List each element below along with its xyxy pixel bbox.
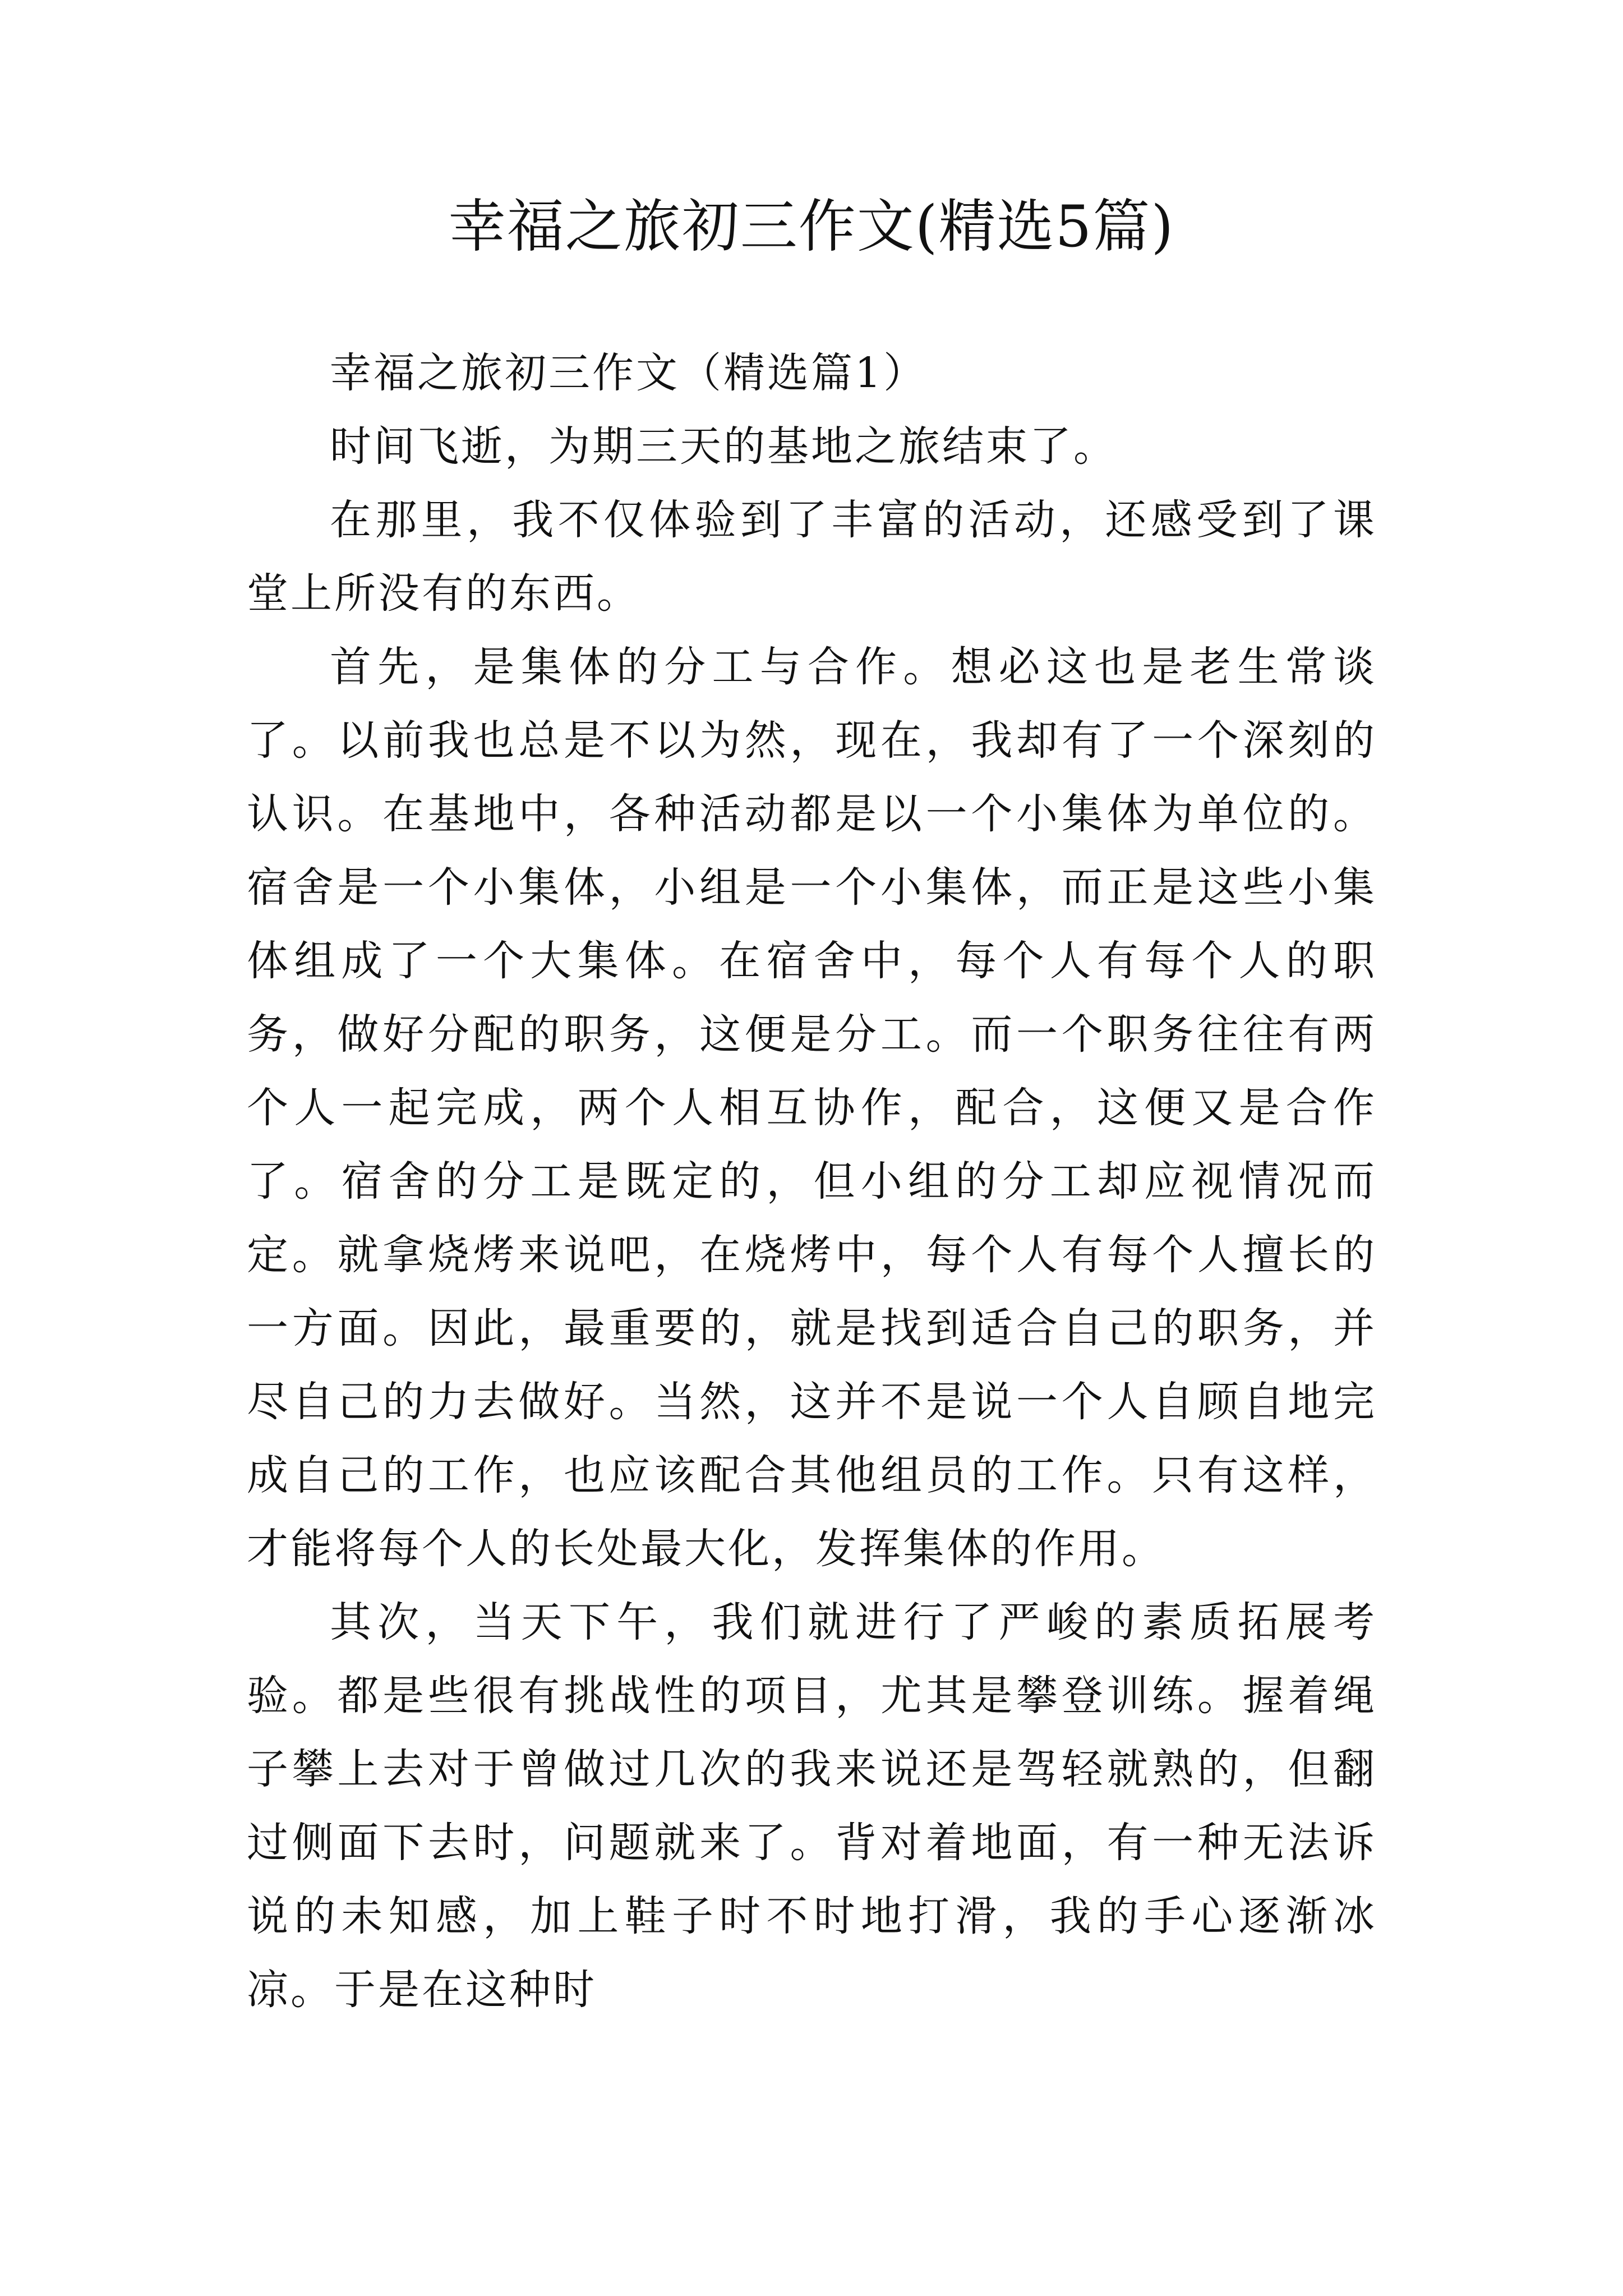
- document-title: 幸福之旅初三作文(精选5篇): [448, 194, 1175, 260]
- paragraph: 时间飞逝，为期三天的基地之旅结束了。: [330, 422, 1117, 471]
- paragraph: 其次，当天下午，我们就进行了严峻的素质拓展考验。都是些很有挑战性的项目，尤其是攀登训练。握着绳子攀上去对于曾做过几次的我来说还是驾轻就熟的，但翻过侧面下去时，问题就来了。背对着地面，有一种无法诉说的未知感，加上鞋子时不时地打滑，我的手心逐渐冰凉。于是在这种时: [247, 1598, 1377, 2014]
- section-heading: 幸福之旅初三作文（精选篇1）: [330, 349, 928, 397]
- paragraph: 在那里，我不仅体验到了丰富的活动，还感受到了课堂上所没有的东西。: [247, 496, 1377, 618]
- paragraph: 首先，是集体的分工与合作。想必这也是老生常谈了。以前我也总是不以为然，现在，我却有了一个深刻的认识。在基地中，各种活动都是以一个小集体为单位的。宿舍是一个小集体，小组是一个小集体，而正是这些小集体组成了一个大集体。在宿舍中，每个人有每个人的职务，做好分配的职务，这便是分工。而一个职务往往有两个人一起完成，两个人相互协作，配合，这便又是合作了。宿舍的分工是既定的，但小组的分工却应视情况而定。就拿烧烤来说吧，在烧烤中，每个人有每个人擅长的一方面。因此，最重要的，就是找到适合自己的职务，并尽自己的力去做好。当然，这并不是说一个人自顾自地完成自己的工作，也应该配合其他组员的工作。只有这样，才能将每个人的长处最大化，发挥集体的作用。: [247, 643, 1377, 1573]
- document-body: [247, 337, 1377, 2027]
